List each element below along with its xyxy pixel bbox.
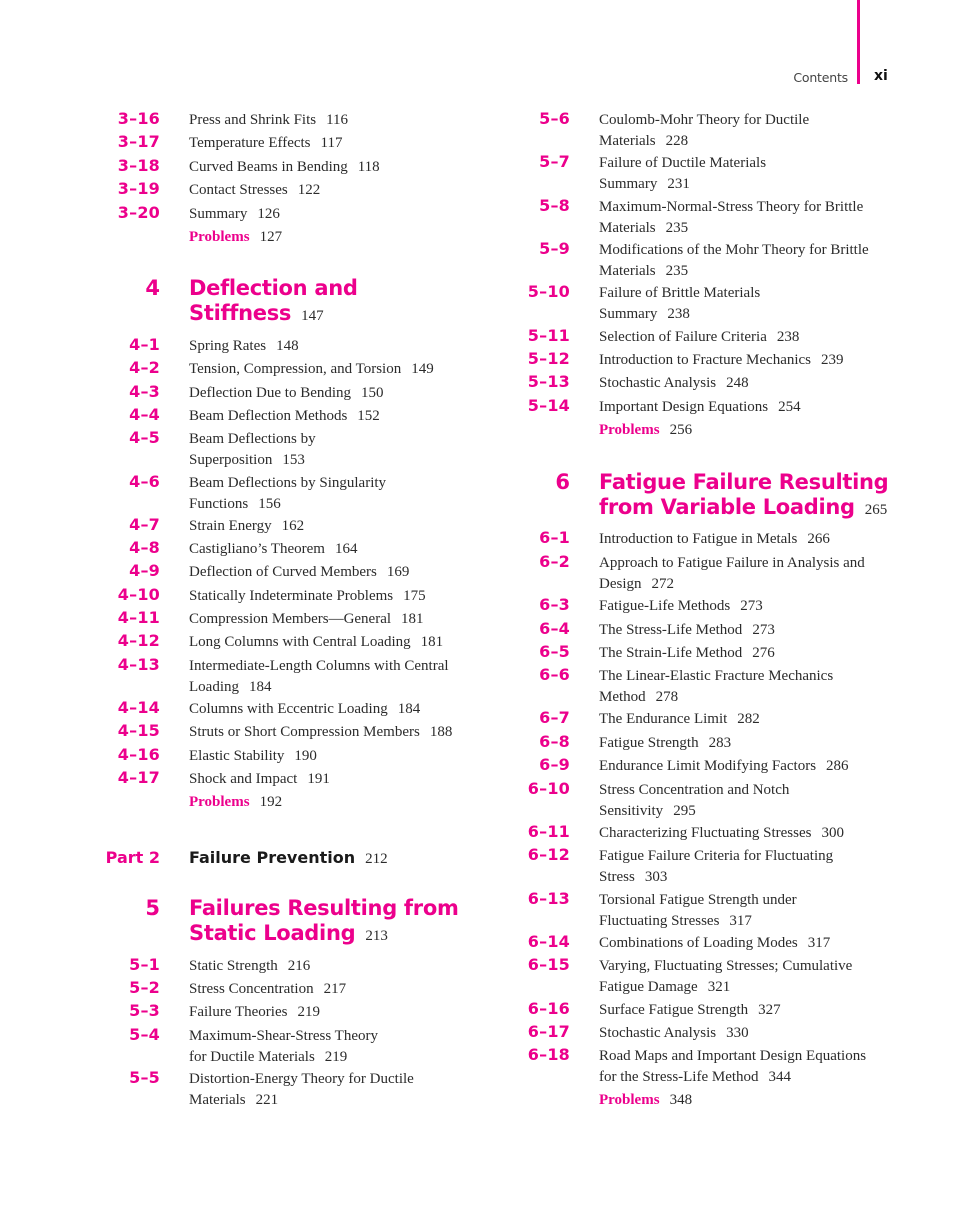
toc-entry[interactable] (599, 373, 879, 394)
page-ref: 235 (665, 262, 689, 279)
entry-title: The Stress-Life Method (599, 622, 743, 638)
section-number: 5–11 (527, 326, 570, 345)
section-number: 6–1 (539, 528, 570, 547)
section-number: 3–18 (117, 156, 160, 175)
entry-title: Press and Shrink Fits (189, 112, 317, 128)
entry-title-cont: Materials (599, 262, 656, 279)
page-ref: 212 (365, 851, 388, 867)
entry-title-cont: Fatigue Damage (599, 978, 698, 995)
problems-entry[interactable] (599, 1090, 879, 1111)
section-number: 5–10 (527, 282, 570, 301)
page-ref: 184 (249, 678, 272, 695)
toc-entry[interactable] (189, 1069, 469, 1110)
section-number: 4–17 (117, 768, 160, 787)
chapter-title-line1: Deflection and (189, 276, 358, 300)
toc-entry[interactable] (599, 666, 879, 707)
section-number: 4–1 (129, 335, 160, 354)
page-ref: 256 (669, 422, 693, 438)
page-ref: 181 (401, 611, 424, 627)
entry-title: Shock and Impact (189, 771, 298, 787)
toc-entry[interactable] (599, 350, 879, 371)
entry-title: Fatigue Strength (599, 735, 699, 751)
section-number: 4–14 (117, 698, 160, 717)
section-number: 6–14 (527, 932, 570, 951)
toc-entry[interactable] (599, 620, 879, 641)
toc-entry[interactable] (599, 153, 879, 194)
section-number: 5–5 (129, 1068, 160, 1087)
section-number: 4–12 (117, 631, 160, 650)
toc-entry[interactable] (599, 846, 879, 887)
entry-title: Stress Concentration (189, 981, 314, 997)
page-ref: 190 (294, 748, 317, 764)
toc-entry[interactable] (599, 823, 879, 844)
entry-title-cont: Method (599, 688, 646, 705)
page-ref: 149 (411, 361, 434, 377)
entry-title-cont: Design (599, 575, 642, 592)
entry-title: Torsional Fatigue Strength under (599, 892, 797, 908)
entry-title-cont: Summary (599, 175, 658, 192)
toc-entry[interactable] (189, 429, 469, 470)
toc-entry[interactable] (599, 933, 879, 954)
toc-entry[interactable] (599, 596, 879, 617)
section-number: 6–4 (539, 619, 570, 638)
section-number: 5–4 (129, 1025, 160, 1044)
section-number: 6–2 (539, 552, 570, 571)
page-ref: 295 (673, 802, 696, 819)
page-ref: 276 (752, 645, 775, 661)
section-number: 4–16 (117, 745, 160, 764)
page-ref: 231 (667, 175, 690, 192)
entry-title: Important Design Equations (599, 399, 769, 415)
section-number: 5–13 (527, 372, 570, 391)
entry-title: Endurance Limit Modifying Factors (599, 758, 817, 774)
page-ref: 254 (778, 399, 801, 415)
entry-title: Long Columns with Central Loading (189, 634, 411, 650)
entry-title-cont: for the Stress-Life Method (599, 1068, 759, 1085)
toc-entry[interactable] (599, 283, 879, 324)
entry-title-cont: Sensitivity (599, 802, 664, 819)
entry-title: Elastic Stability (189, 748, 285, 764)
entry-title: Castigliano’s Theorem (189, 541, 325, 557)
chapter-title[interactable] (599, 470, 899, 523)
entry-title-cont: Loading (189, 678, 239, 695)
page-ref: 238 (776, 329, 800, 345)
toc-entry[interactable] (599, 890, 879, 931)
entry-title-cont: Functions (189, 495, 249, 512)
page-ref: 152 (357, 408, 380, 424)
entry-title: Beam Deflections by Singularity (189, 475, 387, 491)
section-number: 4–8 (129, 538, 160, 557)
page-ref: 317 (807, 935, 831, 951)
part-label: Part 2 (105, 848, 160, 867)
section-number: 6–18 (527, 1045, 570, 1064)
page-ref: 344 (768, 1068, 792, 1085)
section-number: 6–5 (539, 642, 570, 661)
entry-title: Strain Energy (189, 518, 272, 534)
entry-title: Stochastic Analysis (599, 375, 717, 391)
page-ref: 300 (821, 825, 844, 841)
entry-title: Columns with Eccentric Loading (189, 701, 388, 717)
section-number: 5–2 (129, 978, 160, 997)
chapter-number: 4 (145, 276, 160, 300)
entry-title: Summary (189, 206, 248, 222)
entry-title: Struts or Short Compression Members (189, 724, 420, 740)
page-ref: 181 (420, 634, 444, 650)
entry-title: Introduction to Fatigue in Metals (599, 531, 798, 547)
page-ref: 221 (255, 1091, 279, 1108)
section-number: 5–9 (539, 239, 570, 258)
toc-entry[interactable] (599, 1000, 879, 1021)
entry-title: Modifications of the Mohr Theory for Brittle (599, 242, 869, 258)
entry-title: Surface Fatigue Strength (599, 1002, 749, 1018)
page-ref: 188 (429, 724, 453, 740)
section-number: 4–13 (117, 655, 160, 674)
entry-title: Statically Indeterminate Problems (189, 588, 394, 604)
section-number: 6–11 (527, 822, 570, 841)
entry-title-cont: Materials (599, 219, 656, 236)
entry-title-cont: for Ductile Materials (189, 1048, 315, 1065)
entry-title: Selection of Failure Criteria (599, 329, 767, 345)
toc-entry[interactable] (599, 553, 879, 594)
entry-title: Coulomb-Mohr Theory for Ductile (599, 112, 810, 128)
problems-entry[interactable] (599, 420, 879, 441)
section-number: 4–7 (129, 515, 160, 534)
section-number: 4–6 (129, 472, 160, 491)
page-ref: 348 (669, 1092, 693, 1108)
page-ref: 216 (287, 958, 311, 974)
page-ref: 147 (301, 308, 324, 324)
section-number: 3–16 (117, 109, 160, 128)
page-ref: 217 (323, 981, 347, 997)
section-number: 6–15 (527, 955, 570, 974)
entry-title: Compression Members—General (189, 611, 392, 627)
entry-title: Maximum-Normal-Stress Theory for Brittle (599, 199, 864, 215)
toc-entry[interactable] (599, 709, 879, 730)
entry-title: Stress Concentration and Notch (599, 782, 790, 798)
page-ref: 213 (365, 928, 388, 944)
page-ref: 126 (257, 206, 280, 222)
page-ref: 239 (821, 352, 844, 368)
entry-title: Failure of Ductile Materials (599, 155, 767, 171)
toc-entry[interactable] (189, 133, 469, 154)
entry-title-cont: Summary (599, 305, 658, 322)
section-number: 4–5 (129, 428, 160, 447)
entry-title: Beam Deflection Methods (189, 408, 348, 424)
page-ref: 127 (259, 229, 283, 245)
problems-label: Problems (599, 1092, 660, 1108)
page-ref: 317 (729, 912, 752, 929)
chapter-title-line2: from Variable Loading (599, 495, 855, 519)
entry-title: Spring Rates (189, 338, 267, 354)
page-ref: 164 (334, 541, 358, 557)
accent-bar (857, 0, 860, 84)
entry-title: Varying, Fluctuating Stresses; Cumulative (599, 958, 853, 974)
toc-entry[interactable] (599, 197, 879, 238)
section-number: 3–20 (117, 203, 160, 222)
problems-label: Problems (599, 422, 660, 438)
section-number: 4–3 (129, 382, 160, 401)
toc-entry[interactable] (599, 756, 879, 777)
page-ref: 283 (708, 735, 732, 751)
page-ref: 272 (651, 575, 674, 592)
page-ref: 153 (282, 451, 305, 468)
page-number: xi (874, 68, 888, 84)
chapter-title-line1: Fatigue Failure Resulting (599, 470, 889, 494)
toc-entry[interactable] (599, 240, 879, 281)
entry-title: Introduction to Fracture Mechanics (599, 352, 812, 368)
section-number: 5–8 (539, 196, 570, 215)
entry-title: Maximum-Shear-Stress Theory (189, 1028, 378, 1044)
section-number: 4–2 (129, 358, 160, 377)
entry-title: Fatigue-Life Methods (599, 598, 731, 614)
page-ref: 169 (386, 564, 410, 580)
problems-label: Problems (189, 229, 250, 245)
page-ref: 118 (357, 159, 380, 175)
page-ref: 286 (826, 758, 849, 774)
entry-title: Curved Beams in Bending (189, 159, 348, 175)
toc-entry[interactable] (599, 1023, 879, 1044)
page-ref: 175 (403, 588, 426, 604)
section-number: 5–6 (539, 109, 570, 128)
section-number: 6–3 (539, 595, 570, 614)
section-number: 4–9 (129, 561, 160, 580)
chapter-number: 6 (555, 470, 570, 494)
toc-entry[interactable] (599, 956, 879, 997)
page-ref: 327 (758, 1002, 781, 1018)
toc-entry[interactable] (599, 529, 879, 550)
toc-entry[interactable] (599, 1046, 879, 1087)
section-number: 6–8 (539, 732, 570, 751)
entry-title: Failure Theories (189, 1004, 288, 1020)
chapter-title-line1: Failures Resulting from (189, 896, 459, 920)
page-ref: 117 (320, 135, 343, 151)
section-number: 3–19 (117, 179, 160, 198)
section-number: 4–15 (117, 721, 160, 740)
entry-title: Contact Stresses (189, 182, 288, 198)
section-number: 5–7 (539, 152, 570, 171)
chapter-number: 5 (145, 896, 160, 920)
section-number: 5–1 (129, 955, 160, 974)
page-ref: 266 (807, 531, 830, 547)
section-number: 6–6 (539, 665, 570, 684)
section-number: 6–13 (527, 889, 570, 908)
page-ref: 219 (324, 1048, 348, 1065)
entry-title: Stochastic Analysis (599, 1025, 717, 1041)
entry-title-cont: Materials (599, 132, 656, 149)
page-ref: 192 (259, 794, 283, 810)
entry-title: Characterizing Fluctuating Stresses (599, 825, 812, 841)
entry-title: Intermediate-Length Columns with Central (189, 658, 449, 674)
section-number: 6–16 (527, 999, 570, 1018)
entry-title: Deflection of Curved Members (189, 564, 377, 580)
entry-title-cont: Superposition (189, 451, 273, 468)
entry-title-cont: Stress (599, 868, 635, 885)
section-number: 6–12 (527, 845, 570, 864)
page-ref: 273 (740, 598, 763, 614)
section-number: 6–7 (539, 708, 570, 727)
entry-title: Deflection Due to Bending (189, 385, 352, 401)
toc-entry[interactable] (599, 733, 879, 754)
page-ref: 282 (737, 711, 760, 727)
toc-entry[interactable] (599, 327, 879, 348)
section-number: 4–11 (117, 608, 160, 627)
entry-title: Road Maps and Important Design Equations (599, 1048, 867, 1064)
page-ref: 148 (276, 338, 299, 354)
page-ref: 150 (361, 385, 384, 401)
section-number: 4–10 (117, 585, 160, 604)
chapter-title-line2: Static Loading (189, 921, 356, 945)
running-head: Contents (793, 70, 848, 85)
page-ref: 184 (397, 701, 421, 717)
section-number: 4–4 (129, 405, 160, 424)
section-number: 6–9 (539, 755, 570, 774)
entry-title-cont: Fluctuating Stresses (599, 912, 720, 929)
section-number: 5–14 (527, 396, 570, 415)
entry-title: Tension, Compression, and Torsion (189, 361, 402, 377)
page-ref: 265 (864, 502, 888, 518)
page-ref: 228 (665, 132, 689, 149)
entry-title: Temperature Effects (189, 135, 311, 151)
entry-title: Beam Deflections by (189, 431, 316, 447)
entry-title: Static Strength (189, 958, 278, 974)
part-title-text: Failure Prevention (189, 848, 356, 867)
entry-title-cont: Materials (189, 1091, 246, 1108)
toc-entry[interactable] (189, 979, 469, 1000)
toc-entry[interactable] (599, 780, 879, 821)
page-ref: 303 (644, 868, 668, 885)
entry-title: Failure of Brittle Materials (599, 285, 761, 301)
page-ref: 219 (297, 1004, 320, 1020)
page-ref: 122 (297, 182, 321, 198)
entry-title: Combinations of Loading Modes (599, 935, 798, 951)
entry-title: Approach to Fatigue Failure in Analysis and (599, 555, 865, 571)
section-number: 5–12 (527, 349, 570, 368)
toc-entry[interactable] (599, 397, 879, 418)
page-ref: 330 (726, 1025, 749, 1041)
toc-entry[interactable] (599, 110, 879, 151)
section-number: 6–10 (527, 779, 570, 798)
section-number: 6–17 (527, 1022, 570, 1041)
entry-title: The Strain-Life Method (599, 645, 743, 661)
page-ref: 156 (258, 495, 281, 512)
section-number: 3–17 (117, 132, 160, 151)
entry-title: Distortion-Energy Theory for Ductile (189, 1071, 414, 1087)
page-ref: 238 (667, 305, 690, 322)
section-number: 5–3 (129, 1001, 160, 1020)
entry-title: Fatigue Failure Criteria for Fluctuating (599, 848, 834, 864)
page-ref: 273 (752, 622, 775, 638)
toc-entry[interactable] (599, 643, 879, 664)
page-ref: 248 (726, 375, 749, 391)
page-ref: 116 (326, 112, 349, 128)
page-ref: 321 (707, 978, 731, 995)
problems-label: Problems (189, 794, 250, 810)
page-ref: 278 (655, 688, 679, 705)
page-ref: 235 (665, 219, 689, 236)
entry-title: The Endurance Limit (599, 711, 728, 727)
page-ref: 191 (307, 771, 330, 787)
chapter-title-line2: Stiffness (189, 301, 292, 325)
entry-title: The Linear-Elastic Fracture Mechanics (599, 668, 834, 684)
page-ref: 162 (281, 518, 305, 534)
